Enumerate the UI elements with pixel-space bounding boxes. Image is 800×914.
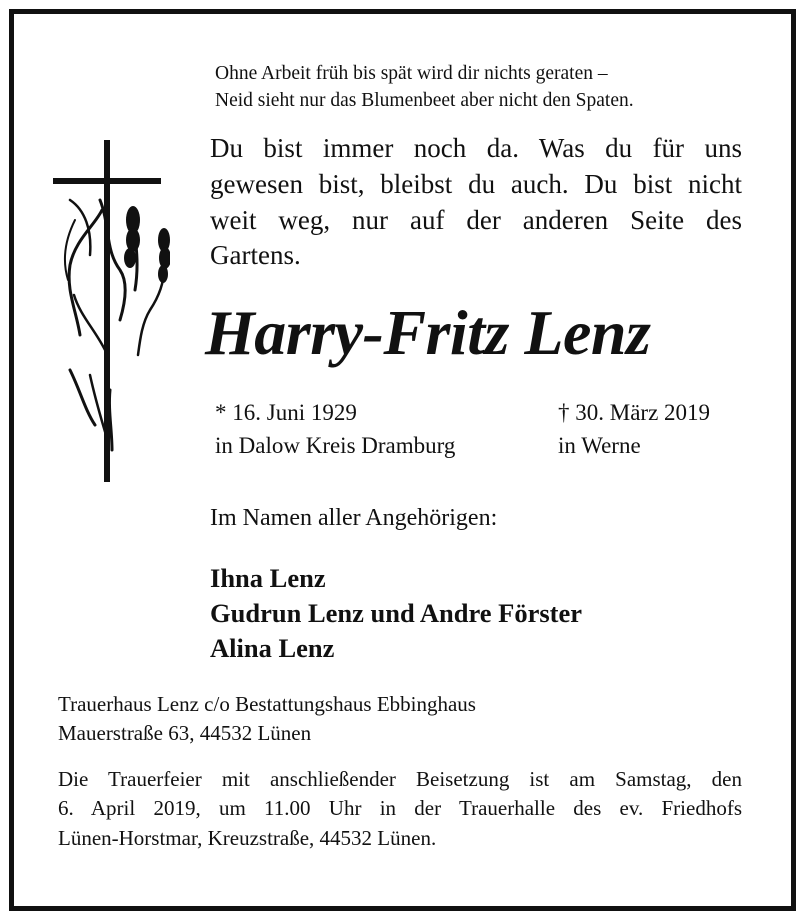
service-line: 6. April 2019, um 11.00 Uhr in der Trauerhalle des ev. Friedhofs [58, 796, 742, 820]
quote-line: gewesen bist, bleibst du auch. Du bist nicht [210, 169, 742, 199]
mourners-intro: Im Namen aller Angehörigen: [210, 505, 498, 531]
address-line: Mauerstraße 63, 44532 Lünen [58, 721, 312, 745]
mourner-name: Alina Lenz [210, 633, 335, 663]
death-place: in Werne [558, 433, 641, 458]
quote-line: Du bist immer noch da. Was du für uns [210, 133, 742, 163]
address-line: Trauerhaus Lenz c/o Bestattungshaus Ebbinghaus [58, 692, 476, 716]
quote-line: Gartens. [210, 240, 301, 270]
service-line: Lünen-Horstmar, Kreuzstraße, 44532 Lünen. [58, 826, 437, 850]
mourner-name: Ihna Lenz [210, 563, 326, 593]
service-line: Die Trauerfeier mit anschließender Beisetzung ist am Samstag, den [58, 767, 742, 791]
motto-line: Ohne Arbeit früh bis spät wird dir nichts geraten – [215, 63, 608, 84]
motto-line: Neid sieht nur das Blumenbeet aber nicht den Spaten. [215, 90, 634, 111]
birth-date: * 16. Juni 1929 [215, 400, 357, 425]
mourner-name: Gudrun Lenz und Andre Förster [210, 598, 583, 628]
deceased-name: Harry-Fritz Lenz [205, 297, 651, 368]
cross-with-wheat-icon [50, 140, 170, 490]
birth-place: in Dalow Kreis Dramburg [215, 433, 456, 458]
quote-line: weit weg, nur auf der anderen Seite des [210, 205, 742, 235]
death-date: † 30. März 2019 [558, 400, 711, 425]
